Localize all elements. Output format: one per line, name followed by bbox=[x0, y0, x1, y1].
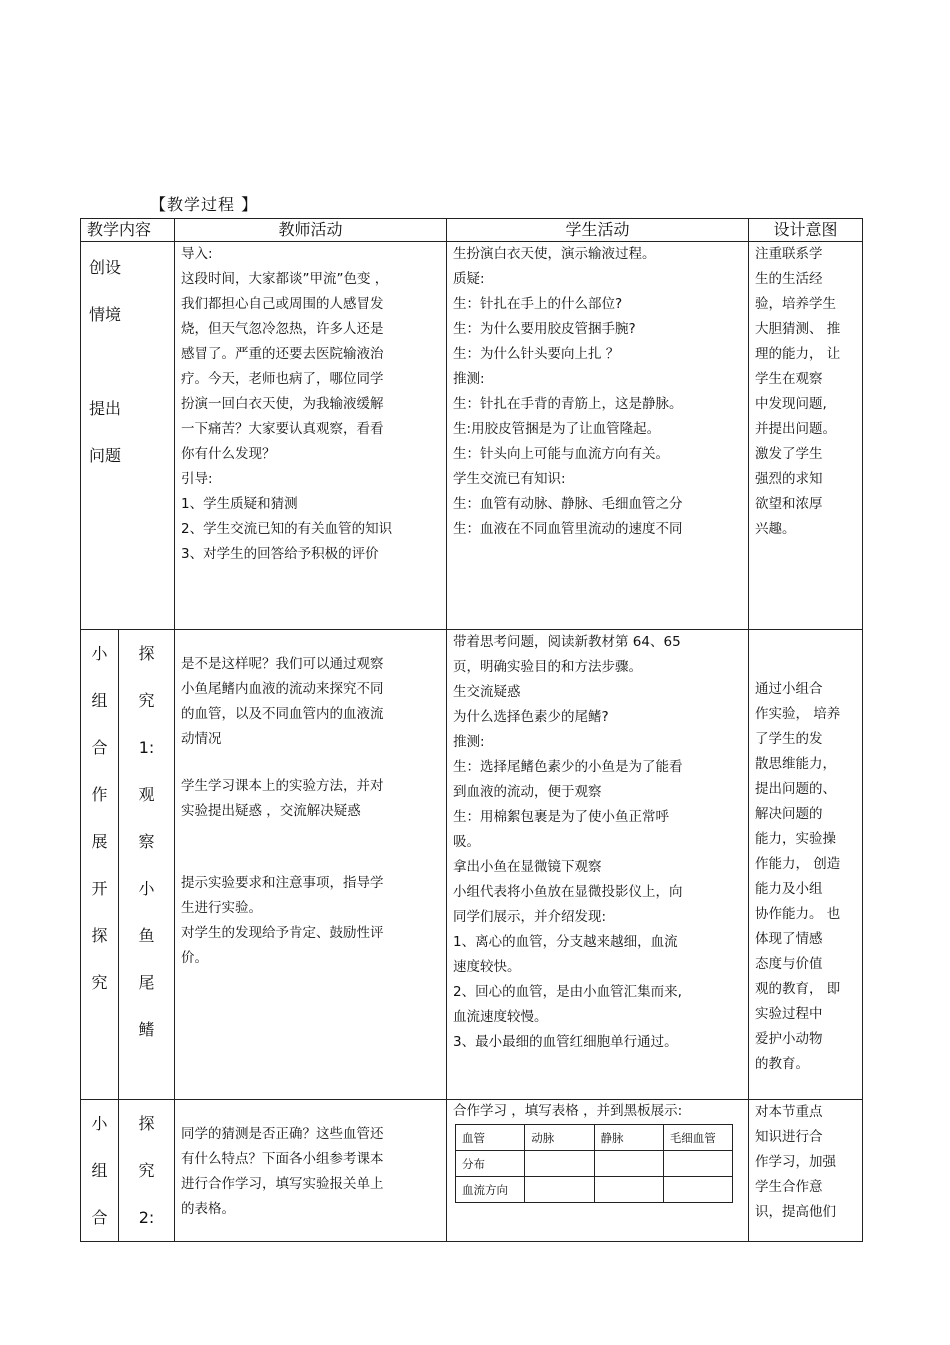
mini-cell: 分布 bbox=[456, 1151, 525, 1177]
group-label-cell bbox=[81, 1100, 119, 1242]
design-line: 态度与价值 bbox=[755, 956, 823, 972]
teacher-line: 烧，但天气忽冷忽热，许多人还是 bbox=[181, 321, 384, 337]
teacher-line: 提示实验要求和注意事项，指导学 bbox=[181, 875, 384, 891]
student-line: 拿出小鱼在显微镜下观察 bbox=[453, 859, 602, 875]
design-line: 知识进行合 bbox=[755, 1129, 823, 1145]
group-char: 究 bbox=[91, 973, 108, 992]
teacher-line: 的表格。 bbox=[181, 1201, 236, 1217]
col-header-teacher: 教师活动 bbox=[175, 219, 447, 242]
design-line: 通过小组合 bbox=[755, 681, 823, 697]
teacher-line: 引导: bbox=[181, 471, 213, 487]
content-label: 创设 bbox=[89, 258, 122, 277]
mini-cell[interactable] bbox=[594, 1151, 663, 1177]
table-header-row bbox=[81, 219, 863, 242]
group-char: 展 bbox=[91, 832, 108, 851]
mini-table-row bbox=[456, 1151, 733, 1177]
design-line: 学生合作意 bbox=[755, 1179, 823, 1195]
explore-char: 鳍 bbox=[138, 1020, 155, 1039]
mini-cell: 静脉 bbox=[594, 1125, 663, 1151]
blood-vessel-table bbox=[455, 1124, 733, 1203]
teacher-line: 价。 bbox=[181, 950, 209, 966]
student-line: 生:用胶皮管捆是为了让血管隆起。 bbox=[453, 421, 661, 437]
group-label-cell bbox=[81, 630, 119, 1100]
explore-char: 究 bbox=[138, 1161, 155, 1180]
student-line: 生交流疑惑 bbox=[453, 684, 521, 700]
mini-cell[interactable] bbox=[663, 1177, 732, 1203]
student-line: 带着思考问题，阅读新教材第 64、65 bbox=[453, 634, 681, 650]
student-line: 生：血管有动脉、静脉、毛细血管之分 bbox=[453, 496, 683, 512]
student-line: 生：为什么针头要向上扎 ？ bbox=[453, 346, 620, 362]
design-line: 体现了情感 bbox=[755, 931, 823, 947]
student-cell bbox=[447, 1100, 749, 1242]
student-line: 生：针头向上可能与血流方向有关。 bbox=[453, 446, 670, 462]
explore-char: 2: bbox=[138, 1208, 155, 1227]
group-char: 小 bbox=[91, 1114, 108, 1133]
explore-char: 探 bbox=[138, 1114, 155, 1133]
student-line: 推测: bbox=[453, 734, 485, 750]
explore-char: 探 bbox=[138, 644, 155, 663]
mini-cell[interactable] bbox=[525, 1177, 594, 1203]
table-row-explore-1 bbox=[81, 630, 863, 1100]
design-line: 生的生活经 bbox=[755, 271, 823, 287]
student-intro: 合作学习 ，填写表格 ，并到黑板展示: bbox=[453, 1103, 683, 1119]
teacher-line: 生进行实验。 bbox=[181, 900, 263, 916]
design-line: 散思维能力， bbox=[755, 756, 837, 772]
student-cell bbox=[447, 630, 749, 1100]
student-line: 推测: bbox=[453, 371, 485, 387]
table-row-intro bbox=[81, 242, 863, 630]
student-line: 小组代表将小鱼放在显微投影仪上，向 bbox=[453, 884, 683, 900]
teacher-line: 有什么特点？下面各小组参考课本 bbox=[181, 1151, 384, 1167]
design-line: 学生在观察 bbox=[755, 371, 823, 387]
design-line: 解决问题的 bbox=[755, 806, 823, 822]
explore-char: 察 bbox=[138, 832, 155, 851]
explore-char: 尾 bbox=[138, 973, 155, 992]
teacher-line: 是不是这样呢？我们可以通过观察 bbox=[181, 656, 384, 672]
teacher-line: 这段时间，大家都谈”甲流”色变 ， bbox=[181, 271, 389, 287]
content-label: 情境 bbox=[89, 305, 122, 324]
student-line: 页，明确实验目的和方法步骤。 bbox=[453, 659, 643, 675]
teacher-line: 的血管，以及不同血管内的血液流 bbox=[181, 706, 384, 722]
student-line: 同学们展示，并介绍发现: bbox=[453, 909, 607, 925]
section-heading: 【教学过程 】 bbox=[150, 195, 259, 214]
design-line: 作实验， 培养 bbox=[755, 706, 841, 722]
student-line: 生扮演白衣天使，演示输液过程。 bbox=[453, 246, 656, 262]
teacher-line: 疗。今天，老师也病了，哪位同学 bbox=[181, 371, 384, 387]
teacher-cell bbox=[175, 242, 447, 630]
mini-cell[interactable] bbox=[594, 1177, 663, 1203]
student-line: 生：针扎在手背的青筋上，这是静脉。 bbox=[453, 396, 683, 412]
design-line: 理的能力， 让 bbox=[755, 346, 841, 362]
teacher-line: 对学生的发现给予肯定、鼓励性评 bbox=[181, 925, 384, 941]
explore-label-cell bbox=[119, 630, 175, 1100]
teacher-line: 小鱼尾鳍内血液的流动来探究不同 bbox=[181, 681, 384, 697]
teacher-line: 一下痛苦？大家要认真观察，看看 bbox=[181, 421, 384, 437]
explore-char: 鱼 bbox=[138, 926, 155, 945]
teacher-line: 感冒了。严重的还要去医院输液治 bbox=[181, 346, 384, 362]
group-char: 作 bbox=[91, 785, 108, 804]
design-line: 并提出问题。 bbox=[755, 421, 837, 437]
content-label: 提出 bbox=[89, 399, 122, 418]
mini-cell: 动脉 bbox=[525, 1125, 594, 1151]
design-line: 的教育。 bbox=[755, 1056, 810, 1072]
design-line: 兴趣。 bbox=[755, 521, 796, 537]
student-line: 为什么选择色素少的尾鳍? bbox=[453, 709, 609, 725]
design-line: 强烈的求知 bbox=[755, 471, 823, 487]
teacher-line: 2、学生交流已知的有关血管的知识 bbox=[181, 521, 393, 537]
student-line: 吸。 bbox=[453, 834, 481, 850]
mini-cell: 血管 bbox=[456, 1125, 525, 1151]
teacher-line: 学生学习课本上的实验方法，并对 bbox=[181, 778, 384, 794]
group-char: 合 bbox=[91, 738, 108, 757]
explore-char: 1: bbox=[138, 738, 155, 757]
student-line: 1、离心的血管，分支越来越细，血流 bbox=[453, 934, 678, 950]
design-line: 注重联系学 bbox=[755, 246, 823, 262]
design-line: 欲望和浓厚 bbox=[755, 496, 823, 512]
teacher-line: 动情况 bbox=[181, 731, 222, 747]
explore-char: 小 bbox=[138, 879, 155, 898]
design-cell bbox=[749, 630, 863, 1100]
content-cell bbox=[81, 242, 175, 630]
table-row-explore-2 bbox=[81, 1100, 863, 1242]
teacher-cell bbox=[175, 630, 447, 1100]
design-line: 实验过程中 bbox=[755, 1006, 823, 1022]
design-cell bbox=[749, 1100, 863, 1242]
group-char: 小 bbox=[91, 644, 108, 663]
group-char: 组 bbox=[91, 691, 108, 710]
student-line: 生：针扎在手上的什么部位? bbox=[453, 296, 623, 312]
student-line: 生：选择尾鳍色素少的小鱼是为了能看 bbox=[453, 759, 683, 775]
design-line: 激发了学生 bbox=[755, 446, 823, 462]
design-line: 协作能力。 也 bbox=[755, 906, 841, 922]
student-line: 学生交流已有知识: bbox=[453, 471, 566, 487]
student-line: 速度较快。 bbox=[453, 959, 521, 975]
group-char: 探 bbox=[91, 926, 108, 945]
design-line: 观的教育， 即 bbox=[755, 981, 841, 997]
student-line: 3、最小最细的血管红细胞单行通过。 bbox=[453, 1034, 678, 1050]
teacher-line: 导入: bbox=[181, 246, 213, 262]
design-line: 验，培养学生 bbox=[755, 296, 837, 312]
design-line: 大胆猜测、 推 bbox=[755, 321, 841, 337]
teacher-line: 同学的猜测是否正确？这些血管还 bbox=[181, 1126, 384, 1142]
col-header-design: 设计意图 bbox=[749, 219, 863, 242]
explore-char: 观 bbox=[138, 785, 155, 804]
student-line: 血流速度较慢。 bbox=[453, 1009, 548, 1025]
student-line: 生：为什么要用胶皮管捆手腕? bbox=[453, 321, 636, 337]
design-line: 作能力， 创造 bbox=[755, 856, 841, 872]
student-line: 质疑: bbox=[453, 271, 485, 287]
mini-cell: 血流方向 bbox=[456, 1177, 525, 1203]
design-line: 了学生的发 bbox=[755, 731, 823, 747]
design-line: 作学习，加强 bbox=[755, 1154, 837, 1170]
content-label: 问题 bbox=[89, 446, 122, 465]
design-line: 爱护小动物 bbox=[755, 1031, 823, 1047]
design-cell bbox=[749, 242, 863, 630]
teacher-line: 1、学生质疑和猜测 bbox=[181, 496, 298, 512]
mini-cell: 毛细血管 bbox=[663, 1125, 732, 1151]
mini-table-header bbox=[456, 1125, 733, 1151]
group-char: 合 bbox=[91, 1208, 108, 1227]
explore-label-cell bbox=[119, 1100, 175, 1242]
teacher-line: 我们都担心自己或周围的人感冒发 bbox=[181, 296, 384, 312]
mini-cell[interactable] bbox=[525, 1151, 594, 1177]
col-header-student: 学生活动 bbox=[447, 219, 749, 242]
teacher-line: 你有什么发现？ bbox=[181, 446, 276, 462]
student-cell bbox=[447, 242, 749, 630]
student-line: 到血液的流动，便于观察 bbox=[453, 784, 602, 800]
mini-table-row bbox=[456, 1177, 733, 1203]
design-line: 提出问题的、 bbox=[755, 781, 837, 797]
group-char: 组 bbox=[91, 1161, 108, 1180]
lesson-process-table bbox=[80, 218, 863, 1242]
design-line: 能力及小组 bbox=[755, 881, 823, 897]
design-line: 对本节重点 bbox=[755, 1104, 823, 1120]
student-line: 2、回心的血管，是由小血管汇集而来, bbox=[453, 984, 682, 1000]
teacher-line: 扮演一回白衣天使，为我输液缓解 bbox=[181, 396, 384, 412]
group-char: 开 bbox=[91, 879, 108, 898]
explore-char: 究 bbox=[138, 691, 155, 710]
student-line: 生：用棉絮包裹是为了使小鱼正常呼 bbox=[453, 809, 670, 825]
design-line: 能力，实验操 bbox=[755, 831, 837, 847]
student-line: 生：血液在不同血管里流动的速度不同 bbox=[453, 521, 683, 537]
mini-cell[interactable] bbox=[663, 1151, 732, 1177]
teacher-line: 实验提出疑惑 ，交流解决疑惑 bbox=[181, 803, 361, 819]
design-line: 识，提高他们 bbox=[755, 1204, 837, 1220]
teacher-cell bbox=[175, 1100, 447, 1242]
teacher-line: 3、对学生的回答给予积极的评价 bbox=[181, 546, 379, 562]
teacher-line: 进行合作学习，填写实验报关单上 bbox=[181, 1176, 384, 1192]
col-header-content: 教学内容 bbox=[81, 219, 175, 242]
design-line: 中发现问题, bbox=[755, 396, 827, 412]
